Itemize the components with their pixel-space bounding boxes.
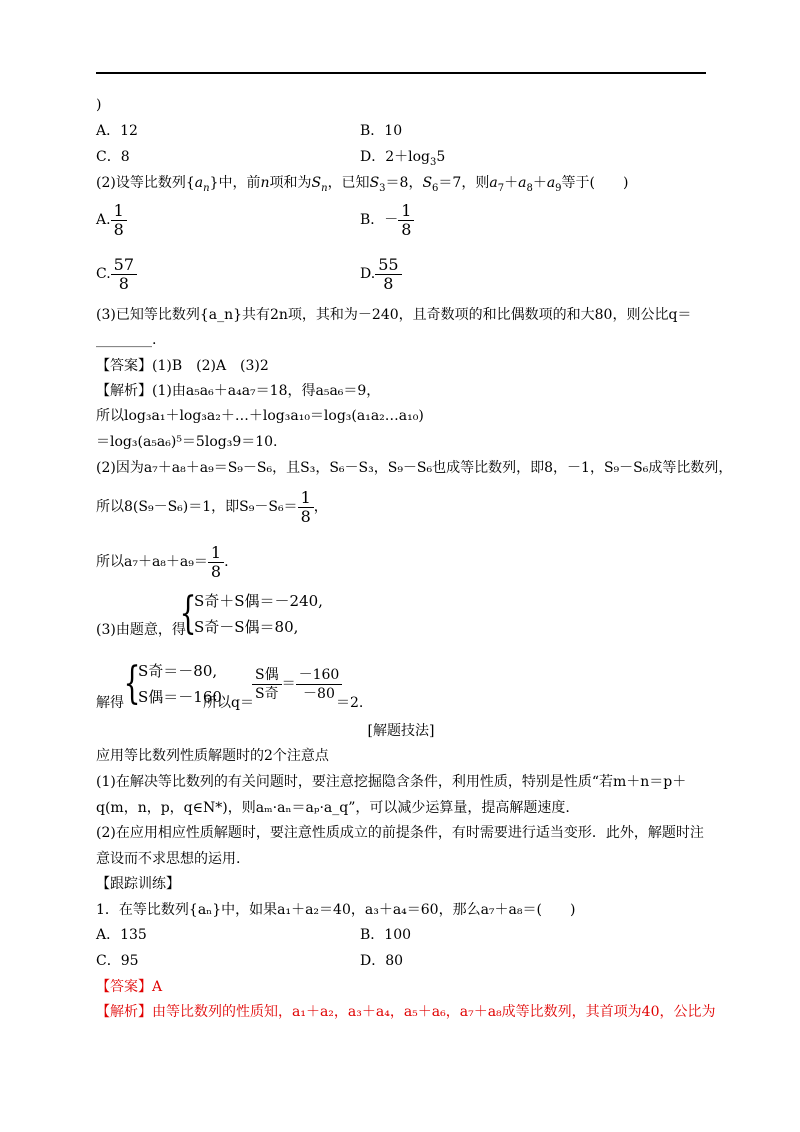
q1-option-a: A．12 xyxy=(96,123,138,139)
fraction: $\frac{1}{8}$ xyxy=(298,489,314,526)
analysis-line-8-mid: 所以q＝ xyxy=(203,695,254,711)
fraction: $\frac{55}{8}$ xyxy=(375,256,401,293)
technique-line-4: (2)在应用相应性质解题时，要注意性质成立的前提条件，有时需要进行适当变形．此外，解题时注 xyxy=(96,825,704,841)
system-row: S奇－S偶＝80, xyxy=(194,618,299,636)
q3-line2: ________. xyxy=(96,332,157,348)
q3-line1: (3)已知等比数列{a_n}共有2n项，其和为－240，且奇数项的和比偶数项的和大80，则公比q＝ xyxy=(96,307,692,323)
q2-option-d: D. $\frac{55}{8}$ xyxy=(360,254,402,294)
q2-option-b: B．－ $\frac{1}{8}$ xyxy=(360,200,414,240)
follow-option-a: A．135 xyxy=(96,927,147,943)
q1-option-b: B．10 xyxy=(360,123,403,139)
analysis-line-8-tail: ＝2. xyxy=(336,695,364,711)
follow-option-d: D．80 xyxy=(360,953,404,969)
technique-line-2: (1)在解决等比数列的有关问题时，要注意挖掘隐含条件，利用性质，特别是性质“若m＋n＝p＋ xyxy=(96,774,687,790)
analysis-line-1: 【解析】(1)由a₅a₆＋a₄a₇＝18，得a₅a₆＝9， xyxy=(96,383,381,399)
technique-line-5: 意设而不求思想的运用. xyxy=(96,851,241,867)
follow-answer: 【答案】A xyxy=(96,979,163,995)
system-row: S奇＋S偶＝－240, xyxy=(194,592,323,610)
analysis-line-6: 所以a₇＋a₈＋a₉＝ $\frac{1}{8}$ . xyxy=(96,542,229,581)
follow-option-c: C．95 xyxy=(96,953,139,969)
answer-line: 【答案】(1)B (2)A (3)2 xyxy=(96,358,269,374)
follow-question: 1．在等比数列{aₙ}中，如果a₁＋a₂＝40，a₃＋a₄＝60，那么a₇＋a₈＝( ) xyxy=(96,902,576,918)
analysis-line-5: 所以8(S₉－S₆)＝1，即S₉－S₆＝ $\frac{1}{8}$ ， xyxy=(96,487,328,526)
technique-line-1: 应用等比数列性质解题时的2个注意点 xyxy=(96,748,329,764)
q1-tail: ) xyxy=(96,97,102,113)
q2-stem: (2)设等比数列$\{a_n\}$中，前n项和为$S_n$，已知$S_3=8$，$S_6=7$，则$a_7+a_8+a_9$等于( ) xyxy=(96,175,629,194)
analysis-line-8-label: 解得 xyxy=(96,695,124,711)
analysis-line-3: ＝log₃(a₅a₆)⁵＝5log₃9＝10. xyxy=(96,434,278,450)
q-fraction-expression: $\frac{\text{S偶}}{\text{S奇}}$ ＝ $\frac{-160}{-80}$ xyxy=(252,662,342,706)
header-rule xyxy=(96,72,706,74)
analysis-line-4: (2)因为a₇＋a₈＋a₉＝S₉－S₆，且S₃，S₆－S₃，S₉－S₆也成等比数列，即8，－1，S₉－S₆成等比数列， xyxy=(96,460,733,476)
follow-analysis: 【解析】由等比数列的性质知，a₁＋a₂，a₃＋a₄，a₅＋a₆，a₇＋a₈成等比数列，其首项为40，公比为 xyxy=(96,1004,716,1020)
fraction: $\frac{1}{8}$ xyxy=(398,202,414,239)
analysis-line-2: 所以log₃a₁＋log₃a₂＋…＋log₃a₁₀＝log₃(a₁a₂…a₁₀) xyxy=(96,408,424,424)
q2-option-c: C. $\frac{57}{8}$ xyxy=(96,254,137,294)
q1-option-c: C．8 xyxy=(96,149,130,165)
fraction: $\frac{-160}{-80}$ xyxy=(296,666,343,703)
left-brace: { xyxy=(179,588,197,639)
fraction: $\frac{57}{8}$ xyxy=(111,256,137,293)
left-brace: { xyxy=(123,658,141,709)
follow-title: 【跟踪训练】 xyxy=(96,876,180,892)
system-row: S偶＝－160 xyxy=(138,688,222,706)
follow-option-b: B．100 xyxy=(360,927,412,943)
fraction: $\frac{1}{8}$ xyxy=(208,544,224,581)
system-row: S奇＝－80, xyxy=(138,662,218,680)
q1-option-d: D．$2+\log_35$ xyxy=(360,149,446,168)
fraction: $\frac{\text{S偶}}{\text{S奇}}$ xyxy=(252,666,282,703)
q2-option-a: A. $\frac{1}{8}$ xyxy=(96,200,127,240)
technique-line-3: q(m，n，p，q∈N*)，则aₘ·aₙ＝aₚ·a_q”，可以减少运算量，提高解题速度. xyxy=(96,800,570,816)
fraction: $\frac{1}{8}$ xyxy=(111,202,127,239)
analysis-line-7: (3)由题意，得 xyxy=(96,622,186,638)
technique-title: [解题技法] xyxy=(367,723,435,739)
